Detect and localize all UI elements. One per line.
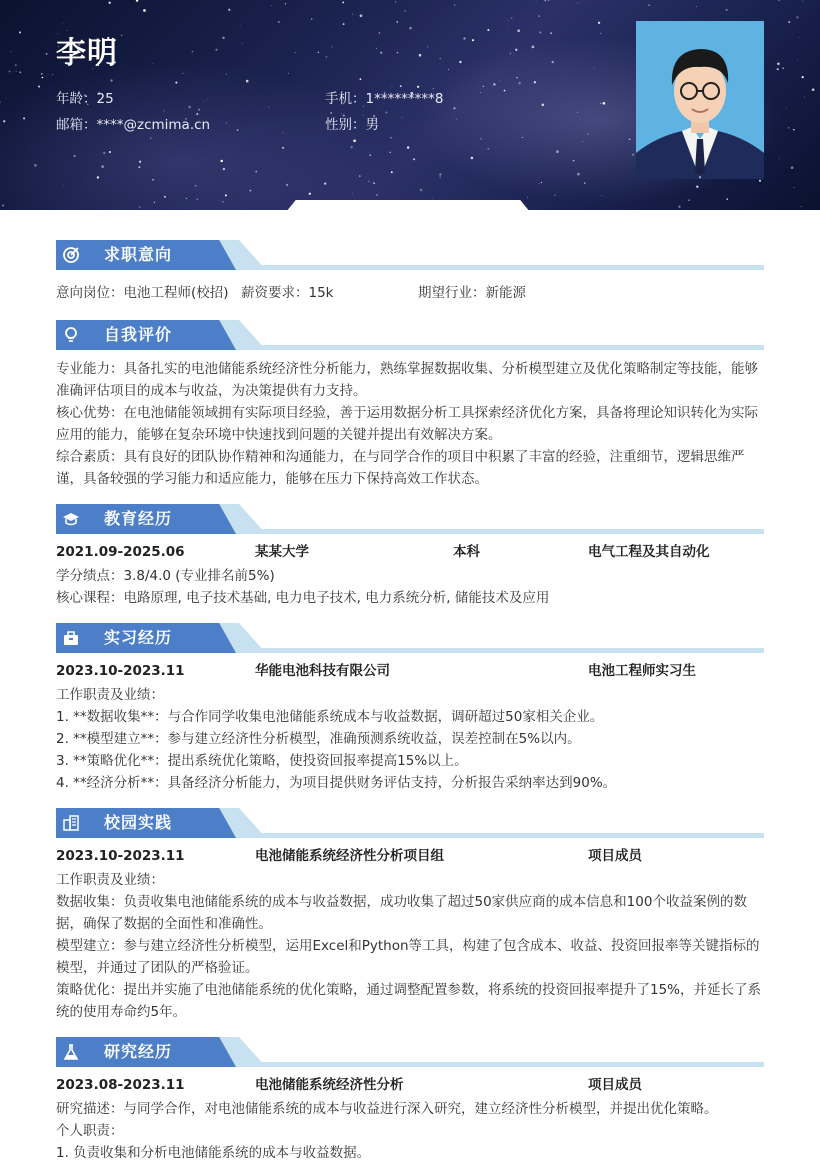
section-campus: [56, 808, 764, 840]
target-icon: [62, 246, 80, 264]
campus-org: 电池储能系统经济性分析项目组: [255, 848, 444, 864]
edu-gpa: 学分绩点：3.8/4.0 (专业排名前5%): [56, 568, 275, 584]
campus-role: 项目成员: [588, 848, 642, 864]
candidate-name: 李明: [56, 36, 118, 71]
campus-date: 2023.10-2023.11: [56, 848, 185, 864]
self-eval-paragraph: 综合素质：具有良好的团队协作精神和沟通能力，在与同学合作的项目中积累了丰富的经验，注重细节，逻辑思维严谨，具备较强的学习能力和适应能力，能够在压力下保持高效工作状态。: [56, 449, 745, 487]
campus-paragraph: 数据收集：负责收集电池储能系统的成本与收益数据，成功收集了超过50家供应商的成本信息和100个收益案例的数据，确保了数据的全面性和准确性。: [56, 894, 747, 932]
section-research: [56, 1037, 764, 1069]
research-item: 1. 负责收集和分析电池储能系统的成本与收益数据。: [56, 1145, 371, 1160]
lightbulb-icon: [62, 326, 80, 344]
edu-major: 电气工程及其自动化: [588, 544, 710, 560]
research-role: 项目成员: [588, 1077, 642, 1093]
research-lead: 个人职责：: [56, 1123, 124, 1139]
email: 邮箱：****@zcmima.cn: [56, 117, 211, 133]
intern-lead: 工作职责及业绩：: [56, 687, 164, 703]
building-icon: [62, 814, 80, 832]
section-self: [56, 320, 764, 352]
section-title: 教育经历: [104, 509, 173, 528]
section-intent: [56, 240, 764, 272]
header-notch: [286, 200, 530, 212]
intern-item: 1. **数据收集**：与合作同学收集电池储能系统成本与收益数据，调研超过50家相关企业。: [56, 709, 604, 725]
gender: 性别：男: [325, 117, 379, 133]
intern-company: 华能电池科技有限公司: [255, 663, 390, 679]
section-title: 自我评价: [104, 325, 173, 344]
edu-date: 2021.09-2025.06: [56, 544, 185, 560]
intern-date: 2023.10-2023.11: [56, 663, 185, 679]
header-banner: [0, 0, 820, 210]
profile-photo: [636, 21, 764, 179]
intern-item: 4. **经济分析**：具备经济分析能力，为项目提供财务评估支持，分析报告采纳率达到90%。: [56, 775, 617, 791]
section-title: 研究经历: [104, 1042, 173, 1061]
phone: 手机：1*********8: [325, 91, 444, 107]
campus-paragraph: 模型建立：参与建立经济性分析模型，运用Excel和Python等工具，构建了包含成本、收益、投资回报率等关键指标的模型，并通过了团队的严格验证。: [56, 938, 760, 976]
self-eval-paragraph: 专业能力：具备扎实的电池储能系统经济性分析能力，熟练掌握数据收集、分析模型建立及优化策略制定等技能，能够准确评估项目的成本与收益，为决策提供有力支持。: [56, 361, 758, 399]
research-desc: 研究描述：与同学合作，对电池储能系统的成本与收益进行深入研究，建立经济性分析模型，并提出优化策略。: [56, 1101, 718, 1117]
intern-item: 3. **策略优化**：提出系统优化策略，使投资回报率提高15%以上。: [56, 753, 468, 769]
intern-role: 电池工程师实习生: [588, 663, 696, 679]
campus-lead: 工作职责及业绩：: [56, 872, 164, 888]
self-eval-paragraph: 核心优势：在电池储能领域拥有实际项目经验，善于运用数据分析工具探索经济优化方案，具备将理论知识转化为实际应用的能力，能够在复杂环境中快速找到问题的关键并提出有效解决方案。: [56, 405, 758, 443]
intern-item: 2. **模型建立**：参与建立经济性分析模型，准确预测系统收益，误差控制在5%以内。: [56, 731, 581, 747]
edu-school: 某某大学: [255, 544, 309, 560]
age: 年龄：25: [56, 91, 114, 107]
section-title: 求职意向: [104, 245, 173, 264]
edu-courses: 核心课程：电路原理, 电子技术基础, 电力电子技术, 电力系统分析, 储能技术及应用: [56, 590, 550, 606]
edu-degree: 本科: [453, 544, 480, 560]
intent-position: 意向岗位：电池工程师(校招): [56, 285, 229, 301]
section-internship: [56, 623, 764, 655]
intent-industry: 期望行业：新能源: [418, 285, 526, 301]
briefcase-icon: [62, 629, 80, 647]
section-education: [56, 504, 764, 536]
campus-paragraph: 策略优化：提出并实施了电池储能系统的优化策略，通过调整配置参数，将系统的投资回报率提升了15%，并延长了系统的使用寿命约5年。: [56, 982, 762, 1020]
section-title: 校园实践: [104, 813, 173, 832]
research-date: 2023.08-2023.11: [56, 1077, 185, 1093]
intent-salary: 薪资要求：15k: [241, 285, 334, 301]
research-project: 电池储能系统经济性分析: [255, 1077, 404, 1093]
flask-icon: [62, 1043, 80, 1061]
section-title: 实习经历: [104, 628, 173, 647]
graduation-cap-icon: [62, 510, 80, 528]
